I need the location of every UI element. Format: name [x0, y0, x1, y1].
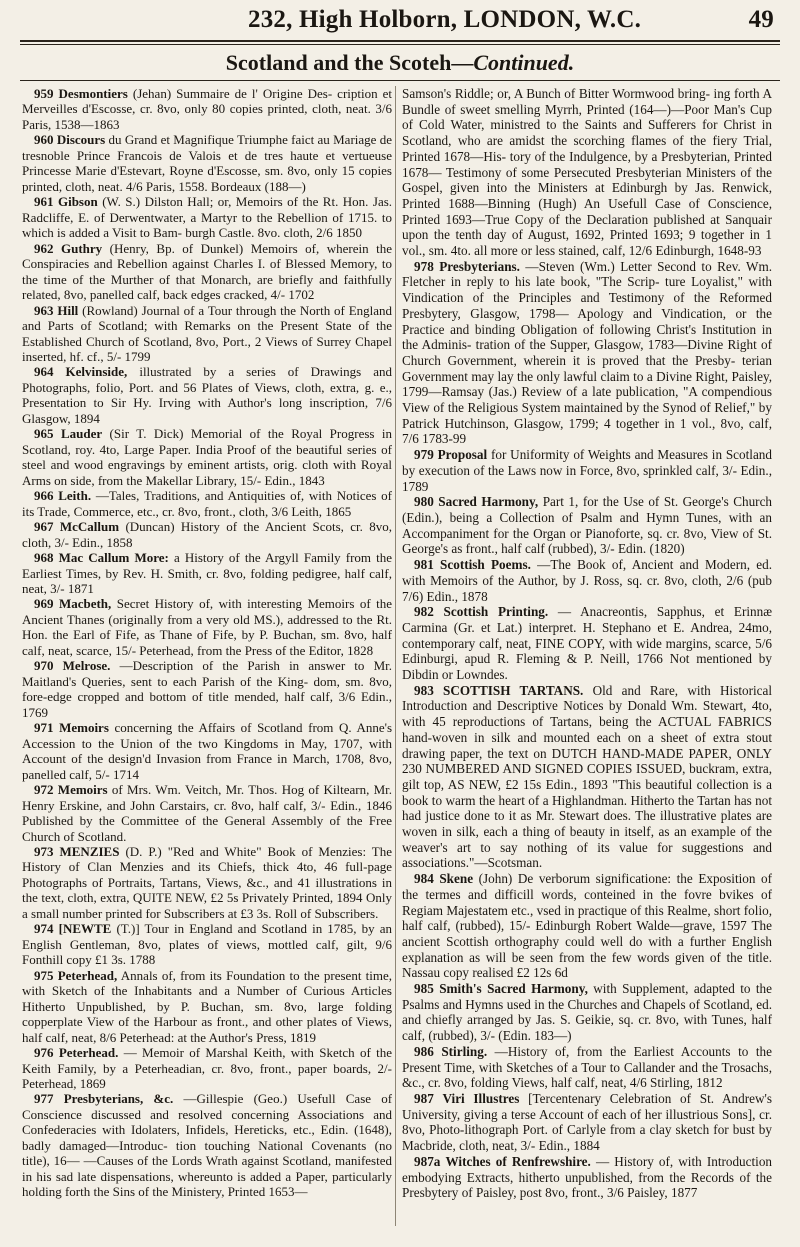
entry-text: concerning the Affairs of Scotland from Q. Anne's Accession to the Union of the two Kingdoms in May, 1707, with Account of the design'd Invasion from France in March, 1708, 8vo, panelled calf, 5/- 1714: [22, 720, 392, 782]
entry-text: Old and Rare, with Historical Introduction and Descriptive Notices by Donald Wm. Stewart, 4to, with 45 reproductions of Tartans, being the ACTUAL FABRICS hand-woven in silk and mounted each on a sheet of extra stout drawing paper, the text on DUTCH HAND-MADE PAPER, ONLY 230 NUMBERED AND SIGNED COPIES ISSUED, buckram, extra, gilt top, AS NEW, £2 15s Edin., 1893 "This beautiful collection is a book to warm the heart of a Highlandman. Hitherto the Tartan has not had justice done to it as Mr. Stewart does. The illustrative plates are woven in silk, each a thing of beauty in itself, as an example of the weaver's art to say nothing of its value for suggestions and associations."—Scotsman.: [402, 682, 772, 871]
section-heading: [0, 50, 800, 76]
entry-number: 980: [414, 494, 434, 510]
entry-number: 970: [34, 658, 54, 674]
entry-number: 987: [414, 1091, 434, 1106]
entry-text: Secret History of, with interesting Memoirs of the Ancient Thanes (originally from a very old MS.), addressed to the Rt. Hon. the Earl of Fife, as Thane of Fife, by P. Buchan, sm. 8vo, half calf, neat, scarce, 15/- Peterhead, from the Press of the Editor, 1828: [22, 596, 392, 658]
entry-heading: Discours: [56, 132, 106, 148]
entry-text: (T.)] Tour in England and Scotland in 1785, by an English Gentleman, 8vo, plates of views, mottled calf, gilt, 9/6 Fonthill copy £1 3s. 1788: [22, 921, 392, 968]
catalogue-entry: [22, 426, 392, 488]
entry-number: 986: [414, 1043, 434, 1059]
catalogue-entry: [402, 447, 772, 494]
catalogue-entry: [22, 596, 392, 658]
entry-heading: Memoirs: [57, 782, 108, 798]
entry-number: 981: [414, 557, 434, 573]
entry-heading: Viri Illustres: [442, 1091, 520, 1106]
entry-number: 984: [414, 871, 434, 887]
entry-number: 982: [414, 604, 434, 620]
catalogue-entry: [22, 1045, 392, 1091]
entry-text: for Uniformity of Weights and Measures in Scotland by execution of the Laws now in Force, 8vo, sprinkled calf, 3/- Edin., 1789: [402, 447, 772, 494]
entry-heading: SCOTTISH TARTANS.: [443, 682, 584, 698]
entry-heading: Peterhead,: [57, 967, 118, 983]
entry-text: — Anacreontis, Sapphus, et Erinnæ Carmina (Gr. et Lat.) interpret. H. Stephano et E. Andrea, 24mo, contemporary calf, neat, FINE COPY, with wide margins, scarce, 5/6 Edinburgi, apud R. Fleming & P. Neill, 1766 Not mentioned by Dibdin or Lowndes.: [402, 604, 772, 683]
entry-text: (Jehan) Summaire de l' Origine Des- cription et Merveilles d'Escosse, cr. 8vo, only 80 copies printed, cloth, neat. 3/6 Paris, 1538—1863: [22, 86, 392, 132]
entry-text: (D. P.) "Red and White" Book of Menzies: The History of Clan Menzies and its Chiefs, thick 4to, 46 full-page Photographs of Portraits, Tartans, Views, &c., and 41 illustrations in the text, cloth, extra, QUITE NEW, £2 5s Privately Printed, 1894 Only a small number printed for Subscribers at £3 3s. Roll of Subscribers.: [22, 843, 392, 921]
entry-number: 959: [34, 86, 54, 101]
entry-number: 965: [34, 426, 54, 442]
catalogue-entry: [402, 494, 772, 557]
catalogue-entry: [22, 968, 392, 1045]
entry-heading: Memoirs: [59, 720, 109, 736]
entry-number: 978: [414, 258, 434, 274]
section-rule: [20, 80, 780, 81]
entry-heading: Hill: [57, 302, 79, 318]
catalogue-entry: [402, 86, 772, 259]
entry-text: — Memoir of Marshal Keith, with Sketch of the Keith Family, by a Peterheadian, cr. 8vo, front., paper boards, 2/- Peterhead, 1869: [22, 1045, 392, 1091]
entry-heading: Melrose.: [62, 658, 111, 674]
entry-number: 979: [414, 447, 434, 463]
catalogue-entry: [22, 1091, 392, 1199]
catalogue-entry: [402, 259, 772, 447]
entry-heading: Sacred Harmony,: [438, 494, 539, 510]
entry-text: (W. S.) Dilston Hall; or, Memoirs of the Rt. Hon. Jas. Radcliffe, E. of Derwentwater, a Martyr to the Rebellion of 1715. to which is added a Visit to Bam- burgh Castle. 8vo. cloth, 2/6 1850: [22, 194, 392, 241]
entry-heading: Witches of Renfrewshire.: [445, 1153, 591, 1169]
entry-number: 973: [34, 843, 54, 859]
entry-heading: Gibson: [57, 194, 98, 210]
entry-number: 969: [34, 596, 54, 612]
entry-heading: [NEWTE: [58, 921, 112, 937]
entry-number: 983: [414, 682, 434, 698]
entry-number: 987a: [414, 1153, 441, 1169]
catalogue-entry: [22, 86, 392, 132]
running-title: 232, High Holborn, LONDON, W.C.: [248, 6, 642, 33]
catalogue-entry: [402, 604, 772, 683]
entry-number: 972: [34, 782, 54, 798]
entry-text: —Description of the Parish in answer to Mr. Maitland's Queries, sent to each Parish of the King- dom, sm. 8vo, fore-edge cropped and bottom of title mended, half calf, 3/6 Edin., 1769: [22, 658, 392, 720]
entry-text: du Grand et Magnifique Triumphe faict au Mariage de tresnoble Prince Francois de Valois et de tres haute et vertueuse Princesse Marie d'Estevart, Royne d'Escosse, sm. 8vo, only 15 copies printed, cloth, neat. 4/6 Paris, 1558. Bordeaux (188—): [22, 132, 392, 194]
catalogue-entry: [402, 1044, 772, 1091]
entry-heading: Lauder: [60, 426, 103, 442]
entry-heading: Guthry: [61, 240, 103, 256]
entry-number: 968: [34, 550, 54, 566]
entry-text: illustrated by a series of Drawings and Photographs, folio, Port. and 56 Plates of Views, cloth, extra, g. e., Presentation to Sir Hy. Irving with Author's long inscription, 7/6 Glasgow, 1894: [22, 364, 392, 426]
entry-text: (Rowland) Journal of a Tour through the North of England and Parts of Scotland; with Remarks on the Present State of the Established Church of Scotland, 8vo, Port., 2 Views of Surrey Chapel inserted, hf. cf., 5/- 1799: [22, 302, 392, 364]
entry-text: — History of, with Introduction embodying Extracts, hitherto unpublished, from the Records of the Presbytery of Paisley, post 8vo, front., 3/6 Paisley, 1877: [402, 1153, 772, 1201]
entry-number: 963: [34, 302, 54, 318]
right-column: [402, 86, 772, 1231]
entry-number: 977: [34, 1091, 54, 1107]
page-number: 49: [748, 6, 774, 33]
catalogue-entry: [402, 683, 772, 871]
entry-heading: Kelvinside,: [65, 364, 128, 380]
entry-text: —History of, from the Earliest Accounts to the Present Time, with Sketches of a Tour to Callander and the Trosachs, &c., cr. 8vo, folding Views, half calf, neat, 4/6 Stirling, 1812: [402, 1043, 772, 1091]
entry-heading: Leith.: [58, 488, 92, 504]
entry-number: 960: [34, 132, 54, 148]
catalogue-entry: [402, 1154, 772, 1201]
catalogue-entry: [22, 550, 392, 596]
entry-text: —The Book of, Ancient and Modern, ed. with Memoirs of the Author, by J. Ross, sq. cr. 8vo, cloth, 2/6 (pub 7/6) Edin., 1878: [402, 557, 772, 604]
entry-heading: Presbyterians.: [439, 258, 520, 274]
entry-text: with Supplement, adapted to the Psalms and Hymns used in the Churches and Chapels of Scotland, ed. and chiefly arranged by Jas. S. Geikie, sq. cr. 8vo, with Tunes, half calf, (rubbed), 3/- (Edin. 183—): [402, 981, 772, 1044]
entry-number: 966: [34, 488, 54, 504]
entry-text: (Henry, Bp. of Dunkel) Memoirs of, wherein the Conspiracies and Rebellion against Charles I. of Blessed Memory, to the time of the Murther of that Monarch, are briefly and faithfully related, 8vo, panelled calf, back edges cracked, 4/- 1702: [22, 240, 392, 303]
entry-heading: Scottish Printing.: [443, 604, 549, 620]
catalogue-entry: [22, 921, 392, 967]
entry-heading: Mac Callum More:: [58, 550, 169, 566]
entry-heading: MENZIES: [59, 843, 120, 859]
entry-heading: Desmontiers: [58, 86, 128, 101]
catalogue-entry: [402, 1091, 772, 1154]
header-rule: [20, 40, 780, 42]
catalogue-entry: [22, 488, 392, 519]
catalogue-entry: [402, 981, 772, 1044]
entry-number: 985: [414, 981, 434, 997]
left-column: [22, 86, 392, 1231]
header-rule-thin: [20, 44, 780, 45]
catalogue-entry: [22, 132, 392, 194]
entry-text: (John) De verborum significatione: the Exposition of the termes and difficill words, conteined in the fovre bvikes of Regiam Majestatem etc., vsed in practique of this Realme, short folio, half calf, (rubbed), 15/- Edinburgh Robert Walde—grave, 1597 The ancient Scottish orthography could well do with a further English explanation as will be seen from the few words given of the title. Nassau copy realised £2 12s 6d: [402, 871, 772, 981]
entry-text: —Steven (Wm.) Letter Second to Rev. Wm. Fletcher in reply to his late book, "The Scrip- ture Loyalist," with Vindication of the Principles and Testimony of the Reformed Presbytery, Glasgow, 1798— Apology and Vindication, or the Practice and binding Obligation of following Christ's Institution in the Adminis- tration of the Supper, Glasgow, 1783—Divine Right of Church Government, wherein it is proved that the Presby- terian Government may lay the only lawful claim to a Divine Right, Paisley, 1799—Ramsay (Jas.) Review of a late publication, "A compendious View of the Religious System maintained by the Synod of Relief," by Patrick Hutchinson, Glasgow, 1799; 4 together in 1 vol., 8vo, calf, 7/6 1783-99: [402, 258, 772, 447]
catalogue-entry: [22, 844, 392, 921]
catalogue-entry: [22, 782, 392, 844]
entry-heading: McCallum: [59, 519, 120, 535]
entry-text: (Sir T. Dick) Memorial of the Royal Progress in Scotland, roy. 4to, Large Paper. India Proof of the beautiful series of steel and wood engravings by eminent artists, orig. cloth with Royal Arms on side, from the Makellar Library, 15/- Edin., 1843: [22, 426, 392, 488]
entry-heading: Macbeth,: [58, 596, 112, 612]
entry-number: 964: [34, 364, 54, 380]
catalogue-entry: [22, 519, 392, 550]
entry-text: Samson's Riddle; or, A Bunch of Bitter Wormwood bring- ing forth A Bundle of sweet smelling Myrrh, Printed (164—)—Poor Man's Cup of Cold Water, ministred to the Saints and Sufferers for Christ in Scotland, who are amidst the scorching flames of the fiery Trial, Printed 1678—His- tory of the Indulgence, by a Presbyterian, Printed 1678— Testimony of some Persecuted Presbyterian Ministers of the Gospel, given into the Ministers at Edinburgh by Jas. Renwick, Printed 1688—Binning (Hugh) An Usefull Case of Conscience, Printed 1693—True Copy of the Declaration published at Sanquair upon the tenth day of August, 1692, Printed 1693; 9 together in 1 vol., sm. 4to. all more or less stained, calf, 12/6 Edinburgh, 1648-93: [402, 86, 772, 259]
entry-text: (Duncan) History of the Ancient Scots, cr. 8vo, cloth, 3/- Edin., 1858: [22, 519, 392, 550]
catalogue-entry: [22, 303, 392, 365]
entry-number: 976: [34, 1045, 54, 1061]
entry-number: 974: [34, 921, 54, 937]
entry-heading: Proposal: [437, 447, 488, 463]
entry-text: Part 1, for the Use of St. George's Church (Edin.), being a Collection of Psalm and Hymn Tunes, with an Accompaniment for the Organ or Pianoforte, sq. cr. 8vo, View of St. George's as front., half calf (rubbed), 3/- Edin. (1820): [402, 494, 772, 557]
entry-heading: Skene: [439, 871, 474, 887]
catalogue-entry: [22, 364, 392, 426]
catalogue-entry: [22, 720, 392, 782]
catalogue-entry: [402, 871, 772, 981]
entry-heading: Presbyterians, &c.: [63, 1091, 174, 1107]
entry-text: —Gillespie (Geo.) Usefull Case of Conscience discussed and resolved concerning Associations and Confederacies with Idolaters, Infidels, Hereticks, etc., Edin. (1648), badly damaged—Introduc- tion touching National Covenants (no title), 16— —Causes of the Lords Wrath against Scotland, manifested in his sad late dispensations, whereunto is added a Paper, particularly holding forth the Sins of the Ministery, Printed 1653—: [22, 1091, 392, 1200]
entry-text: [Tercentenary Celebration of St. Andrew's University, giving a terse Account of each of her illustrious Sons], cr. 8vo, Photo-lithograph Port. of Carlyle from a clay sketch for bust by Macbride, cloth, neat, 3/- Edin., 1884: [402, 1091, 772, 1154]
entry-text: a History of the Argyll Family from the Earliest Times, by Rev. H. Smith, cr. 8vo, folding pedigree, half calf, neat, 3/- 1871: [22, 550, 392, 596]
entry-number: 962: [34, 240, 54, 256]
entry-number: 967: [34, 519, 54, 535]
section-continued: Continued.: [473, 50, 575, 75]
entry-heading: Stirling.: [441, 1043, 488, 1059]
entry-heading: Smith's Sacred Harmony,: [439, 981, 588, 997]
entry-heading: Scottish Poems.: [440, 557, 531, 573]
column-divider: [395, 86, 396, 1226]
entry-number: 971: [34, 720, 54, 736]
entry-number: 975: [34, 967, 54, 983]
section-title: Scotland and the Scoteh—: [225, 50, 474, 75]
entry-number: 961: [34, 194, 54, 210]
catalogue-entry: [22, 241, 392, 303]
catalogue-entry: [402, 557, 772, 604]
entry-text: Annals of, from its Foundation to the present time, with Sketch of the Inhabitants and a Number of Curious Articles Hitherto Unpublished, by P. Buchan, sm. 8vo, large folding copperplate View of the Harbour as front., and other plates of Views, half calf, neat, 8/6 Peterhead: at the Author's Press, 1819: [22, 967, 392, 1045]
catalogue-entry: [22, 194, 392, 240]
entry-heading: Peterhead.: [58, 1045, 119, 1061]
catalogue-entry: [22, 658, 392, 720]
entry-text: of Mrs. Wm. Veitch, Mr. Thos. Hog of Kiltearn, Mr. Henry Erskine, and John Carstairs, cr. 8vo, half calf, 3/- Edin., 1846 Published by the Committee of the General Assembly of the Free Church of Scotland.: [22, 782, 392, 844]
entry-text: —Tales, Traditions, and Antiquities of, with Notices of its Trade, Commerce, etc., cr. 8vo, front., cloth, 3/6 Leith, 1865: [22, 488, 392, 519]
